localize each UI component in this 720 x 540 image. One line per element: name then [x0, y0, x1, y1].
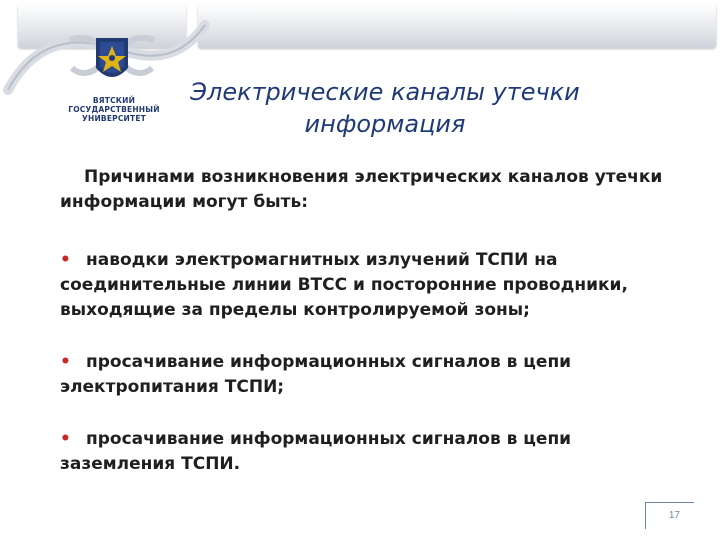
university-emblem-icon — [60, 34, 164, 94]
page-number: 17 — [668, 510, 680, 521]
bullet-text-1: наводки электромагнитных излучений ТСПИ на соединительные линии ВТСС и посторонние проводники, выходящие за пределы контролируемой зоны; — [60, 250, 628, 320]
bullet-marker: • — [60, 429, 71, 449]
university-name — [66, 96, 162, 123]
slide-title-line-2: информация — [304, 110, 466, 138]
slide-body — [60, 165, 670, 477]
slide-title — [150, 76, 620, 140]
bullet-item-3 — [60, 427, 670, 477]
header-decor-bar-right — [198, 4, 716, 48]
page-number-box — [645, 502, 694, 529]
university-name-line-3: УНИВЕРСИТЕТ — [81, 114, 146, 123]
university-name-line-1: ВЯТСКИЙ — [92, 96, 136, 105]
bullet-marker: • — [60, 250, 71, 270]
bullet-marker: • — [60, 352, 71, 372]
university-name-line-2: ГОСУДАРСТВЕННЫЙ — [68, 105, 160, 114]
intro-paragraph: Причинами возникновения электрических каналов утечки информации могут быть: — [60, 167, 663, 212]
slide-title-line-1: Электрические каналы утечки — [190, 78, 580, 106]
bullet-item-2 — [60, 350, 670, 400]
bullet-item-1 — [60, 248, 670, 323]
bullet-text-3: просачивание информационных сигналов в цепи заземления ТСПИ. — [60, 429, 572, 474]
bullet-text-2: просачивание информационных сигналов в цепи электропитания ТСПИ; — [60, 352, 572, 397]
